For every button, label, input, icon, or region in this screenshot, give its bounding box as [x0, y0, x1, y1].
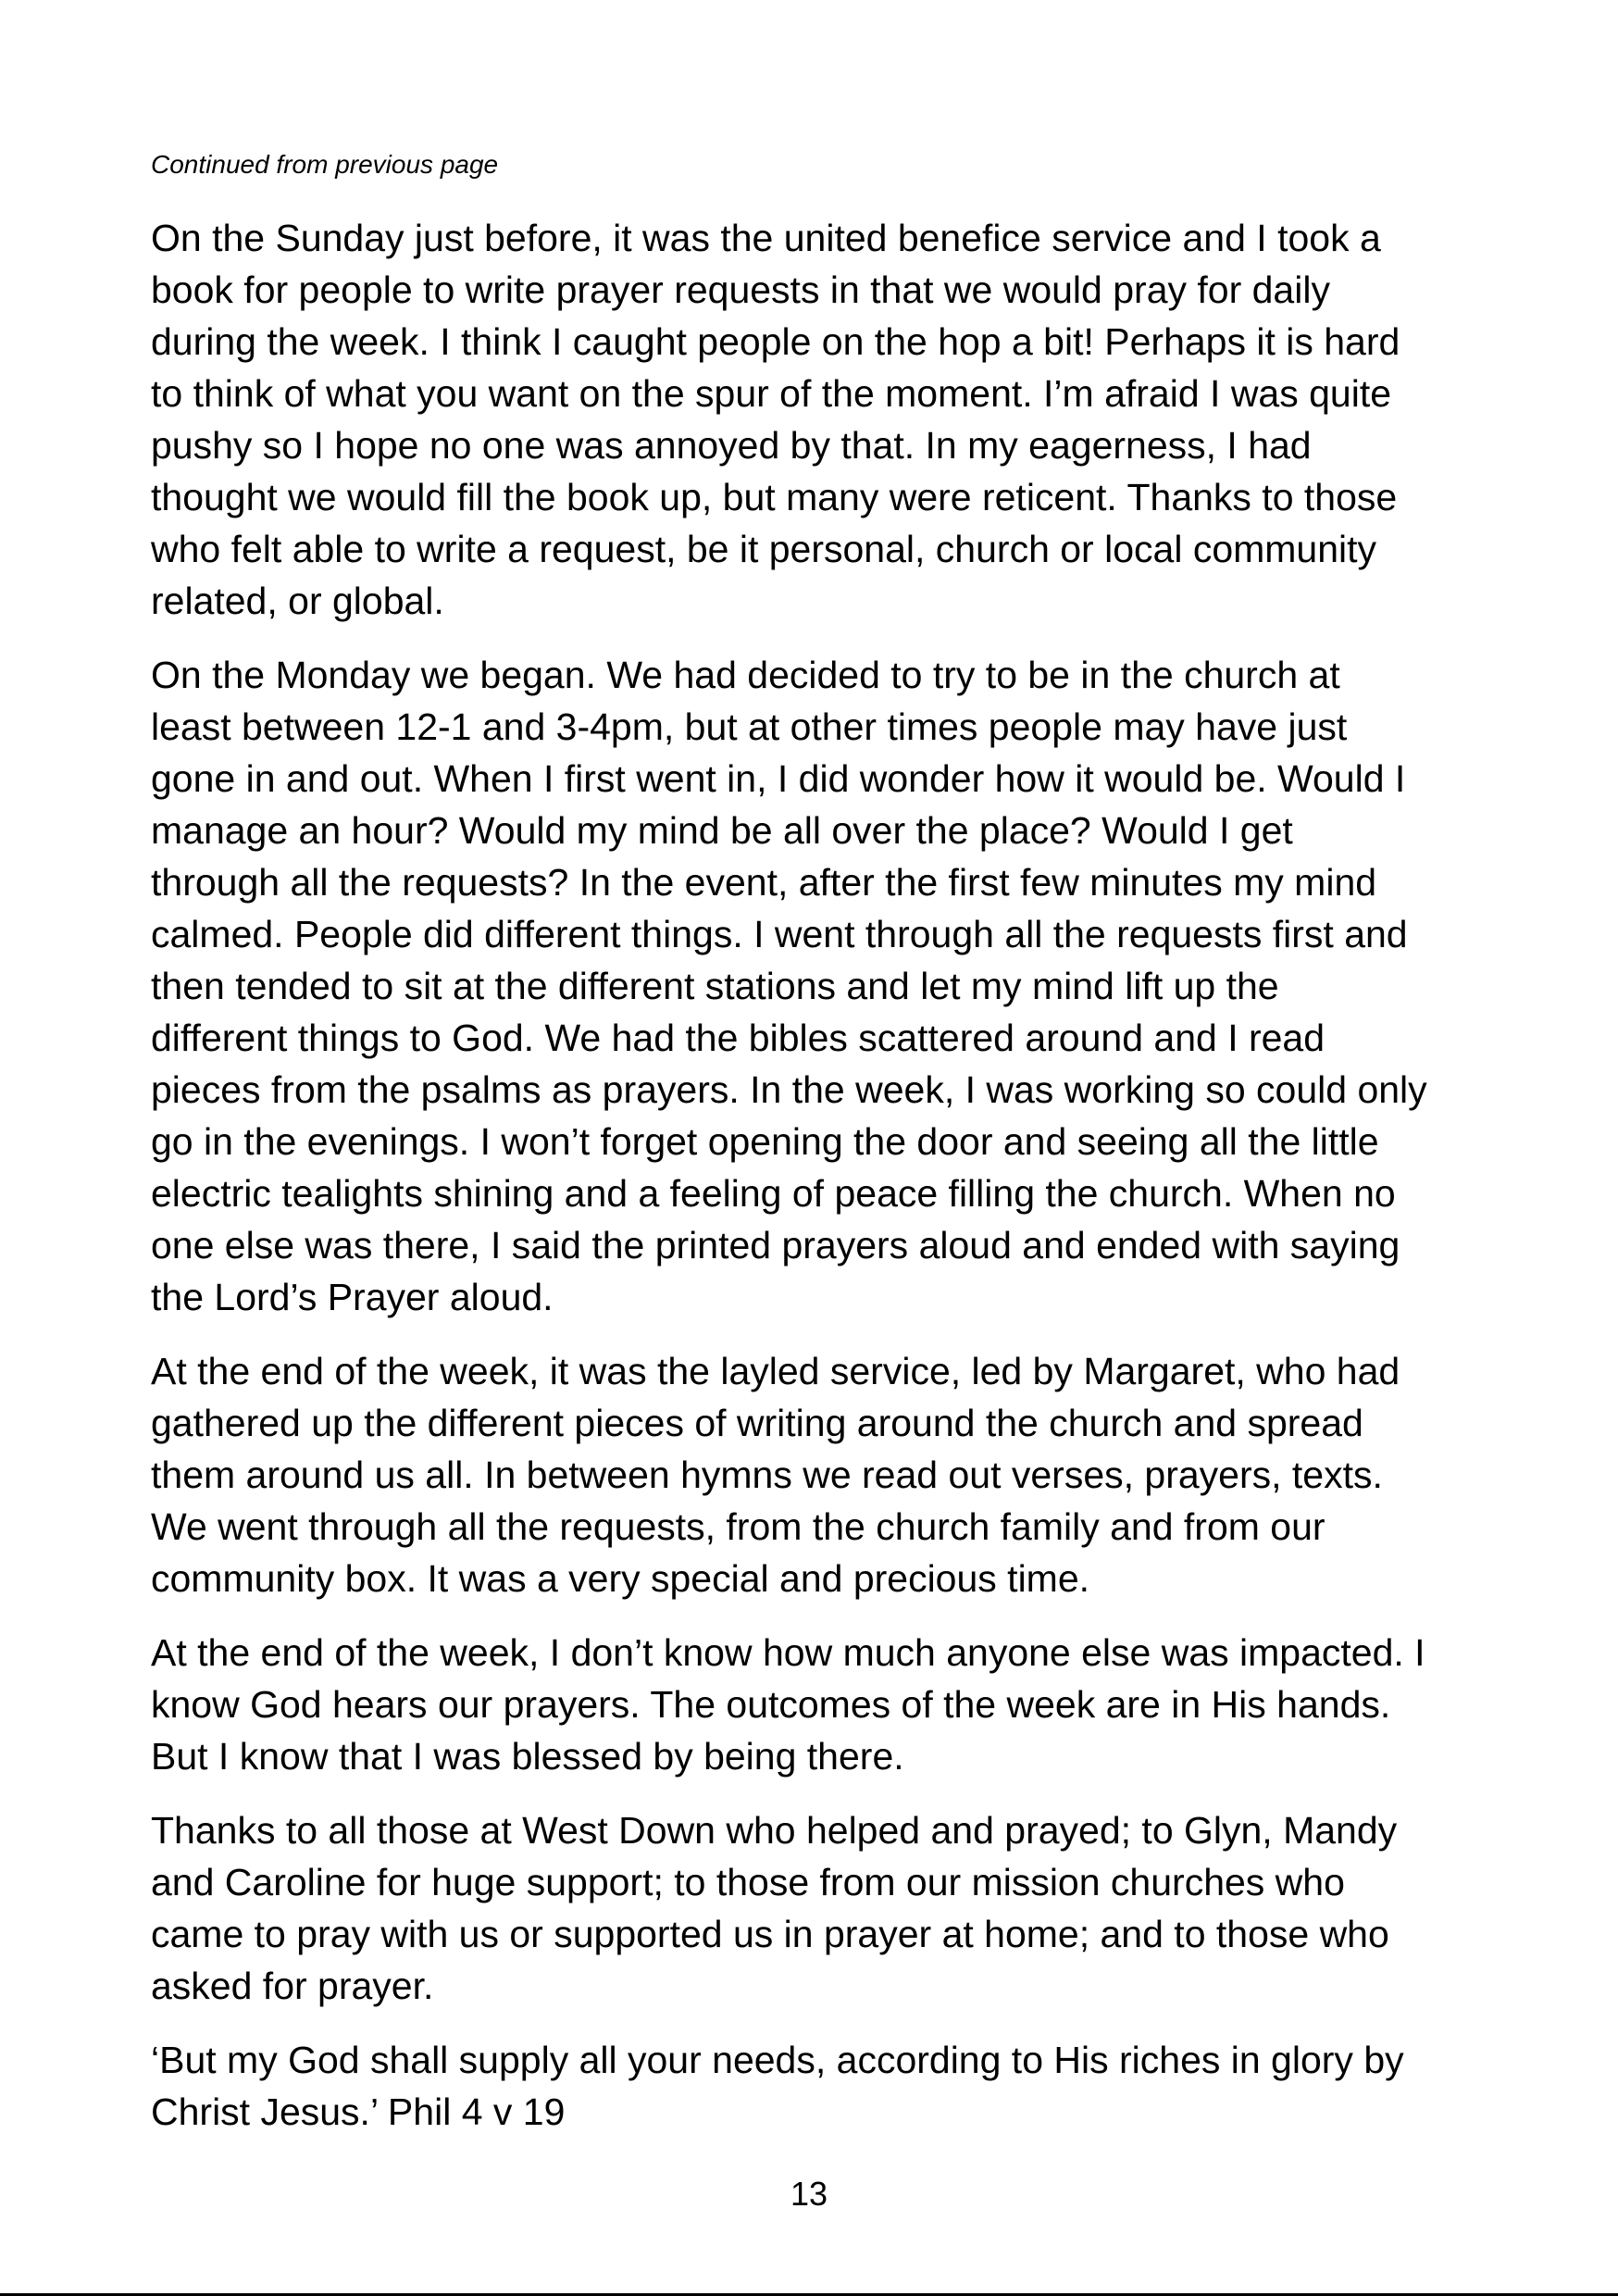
text-line: Thanks to all those at West Down who helped and prayed; to Glyn, Mandy — [151, 1809, 1398, 1852]
text-line: asked for prayer. — [151, 1965, 434, 2007]
text-line: who felt able to write a request, be it personal, church or local community — [151, 528, 1377, 570]
text-line: manage an hour? Would my mind be all over the place? Would I get — [151, 809, 1293, 852]
text-line: related, or global. — [151, 580, 444, 622]
continued-note: Continued from previous page — [151, 150, 499, 179]
text-line: and Caroline for huge support; to those from our mission churches who — [151, 1861, 1345, 1903]
text-line: pushy so I hope no one was annoyed by that. In my eagerness, I had — [151, 424, 1312, 467]
text-line: book for people to write prayer requests in that we would pray for daily — [151, 268, 1330, 311]
page-number: 13 — [790, 2175, 828, 2213]
text-line: to think of what you want on the spur of the moment. I’m afraid I was quite — [151, 372, 1392, 415]
text-line: gathered up the different pieces of writing around the church and spread — [151, 1402, 1363, 1444]
text-line: electric tealights shining and a feeling of peace filling the church. When no — [151, 1172, 1396, 1215]
text-line: thought we would fill the book up, but many were reticent. Thanks to those — [151, 476, 1398, 518]
text-line: then tended to sit at the different stations and let my mind lift up the — [151, 965, 1279, 1007]
text-line: Christ Jesus.’ Phil 4 v 19 — [151, 2090, 566, 2133]
text-line: community box. It was a very special and precious time. — [151, 1557, 1090, 1600]
text-line: gone in and out. When I first went in, I did wonder how it would be. Would I — [151, 757, 1406, 800]
text-line: go in the evenings. I won’t forget opening the door and seeing all the little — [151, 1120, 1379, 1163]
text-line: At the end of the week, it was the layled service, led by Margaret, who had — [151, 1350, 1400, 1392]
text-line: On the Monday we began. We had decided to try to be in the church at — [151, 654, 1340, 696]
text-line: pieces from the psalms as prayers. In the week, I was working so could only — [151, 1068, 1427, 1111]
text-line: them around us all. In between hymns we read out verses, prayers, texts. — [151, 1454, 1383, 1496]
text-line: one else was there, I said the printed prayers aloud and ended with saying — [151, 1224, 1400, 1267]
text-line: during the week. I think I caught people on the hop a bit! Perhaps it is hard — [151, 320, 1400, 363]
text-line: the Lord’s Prayer aloud. — [151, 1276, 554, 1318]
text-line: through all the requests? In the event, after the first few minutes my mind — [151, 861, 1377, 904]
text-line: calmed. People did different things. I went through all the requests first and — [151, 913, 1408, 955]
text-line: On the Sunday just before, it was the united benefice service and I took a — [151, 217, 1381, 259]
text-line: least between 12-1 and 3-4pm, but at other times people may have just — [151, 705, 1348, 748]
text-line: ‘But my God shall supply all your needs, according to His riches in glory by — [151, 2039, 1404, 2081]
text-line: At the end of the week, I don’t know how much anyone else was impacted. I — [151, 1631, 1425, 1674]
text-line: But I know that I was blessed by being there. — [151, 1735, 904, 1778]
text-line: We went through all the requests, from the church family and from our — [151, 1505, 1326, 1548]
text-line: different things to God. We had the bibles scattered around and I read — [151, 1017, 1326, 1059]
text-line: know God hears our prayers. The outcomes of the week are in His hands. — [151, 1683, 1391, 1726]
text-line: came to pray with us or supported us in prayer at home; and to those who — [151, 1913, 1389, 1955]
